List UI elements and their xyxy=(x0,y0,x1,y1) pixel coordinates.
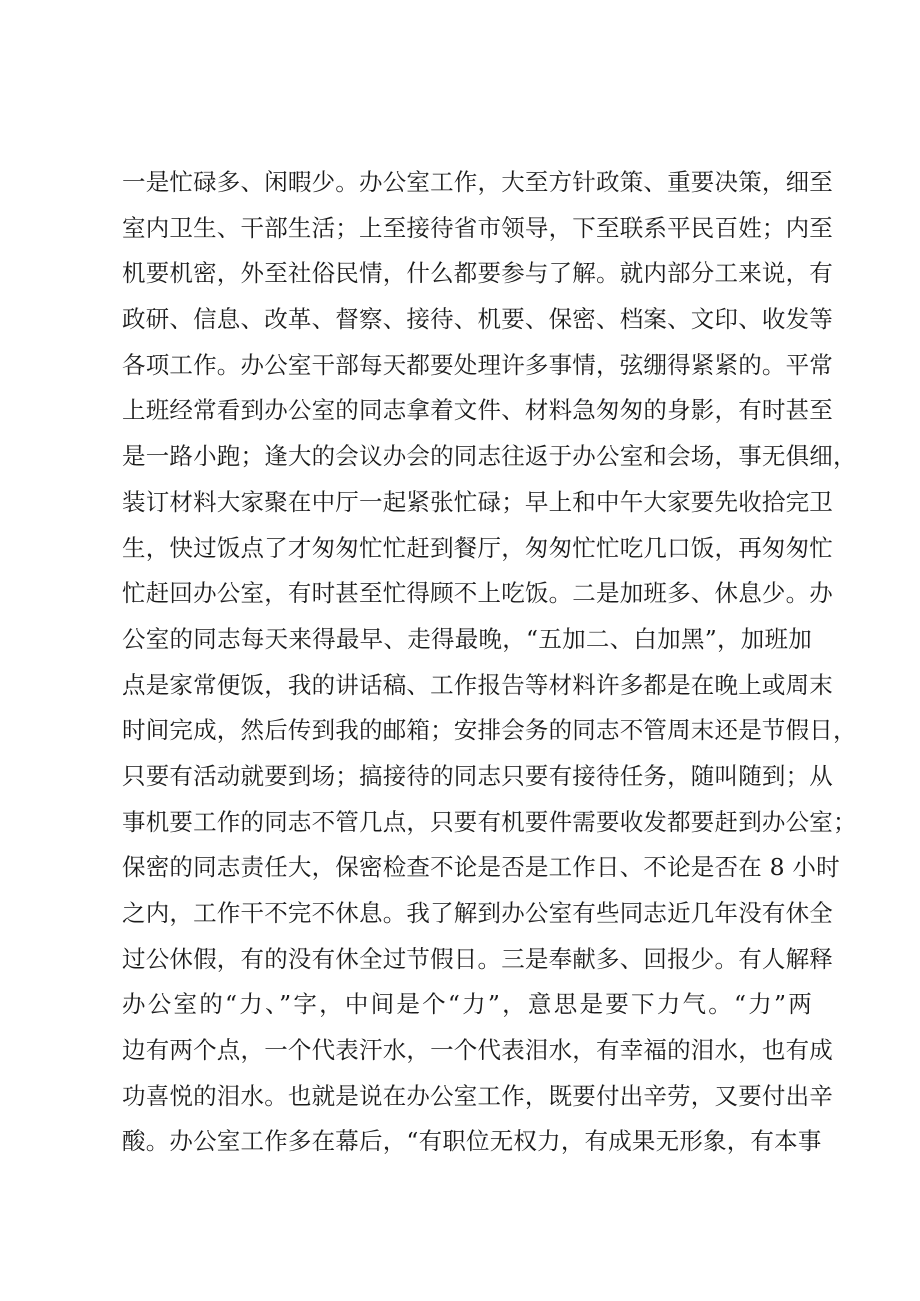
text-line: 各项工作。办公室干部每天都要处理许多事情，弦绷得紧紧的。平常 xyxy=(122,350,833,379)
text-line: 事机要工作的同志不管几点，只要有机要件需要收发都要赶到办公室； xyxy=(122,807,857,836)
text-line: 过公休假，有的没有休全过节假日。三是奉献多、回报少。有人解释 xyxy=(122,944,833,973)
text-line: 机要机密，外至社俗民情，什么都要参与了解。就内部分工来说，有 xyxy=(122,259,833,288)
text-line: 公室的同志每天来得最早、走得最晚，“五加二、白加黑”，加班加 xyxy=(122,624,812,653)
text-line: 办公室的“力、”字，中间是个“力”，意思是要下力气。“力”两 xyxy=(122,990,812,1019)
body-paragraph xyxy=(122,160,857,1165)
text-line: 之内，工作干不完不休息。我了解到办公室有些同志近几年没有休全 xyxy=(122,899,833,927)
text-line: 生，快过饭点了才匆匆忙忙赶到餐厅，匆匆忙忙吃几口饭，再匆匆忙 xyxy=(122,533,833,562)
text-line: 室内卫生、干部生活；上至接待省市领导，下至联系平民百姓；内至 xyxy=(122,213,833,242)
text-line: 上班经常看到办公室的同志拿着文件、材料急匆匆的身影，有时甚至 xyxy=(122,396,833,425)
text-line: 酸。办公室工作多在幕后，“有职位无权力，有成果无形象，有本事 xyxy=(122,1127,822,1156)
text-line: 是一路小跑；逢大的会议办会的同志往返于办公室和会场，事无俱细， xyxy=(122,442,857,471)
text-line: 一是忙碌多、闲暇少。办公室工作，大至方针政策、重要决策，细至 xyxy=(122,168,833,196)
text-line: 功喜悦的泪水。也就是说在办公室工作，既要付出辛劳，又要付出辛 xyxy=(122,1081,833,1110)
text-line: 点是家常便饭，我的讲话稿、工作报告等材料许多都是在晚上或周末 xyxy=(122,670,833,699)
text-line: 政研、信息、改革、督察、接待、机要、保密、档案、文印、收发等 xyxy=(122,305,833,334)
text-line: 保密的同志责任大，保密检查不论是否是工作日、不论是否在 8 小时 xyxy=(122,853,840,882)
text-line: 忙赶回办公室，有时甚至忙得顾不上吃饭。二是加班多、休息少。办 xyxy=(122,579,833,608)
text-line: 时间完成，然后传到我的邮箱；安排会务的同志不管周末还是节假日， xyxy=(122,716,857,745)
text-line: 边有两个点，一个代表汗水，一个代表泪水，有幸福的泪水，也有成 xyxy=(122,1036,833,1065)
text-line: 装订材料大家聚在中厅一起紧张忙碌；早上和中午大家要先收拾完卫 xyxy=(122,487,833,516)
text-line: 只要有活动就要到场；搞接待的同志只要有接待任务，随叫随到；从 xyxy=(122,761,833,790)
